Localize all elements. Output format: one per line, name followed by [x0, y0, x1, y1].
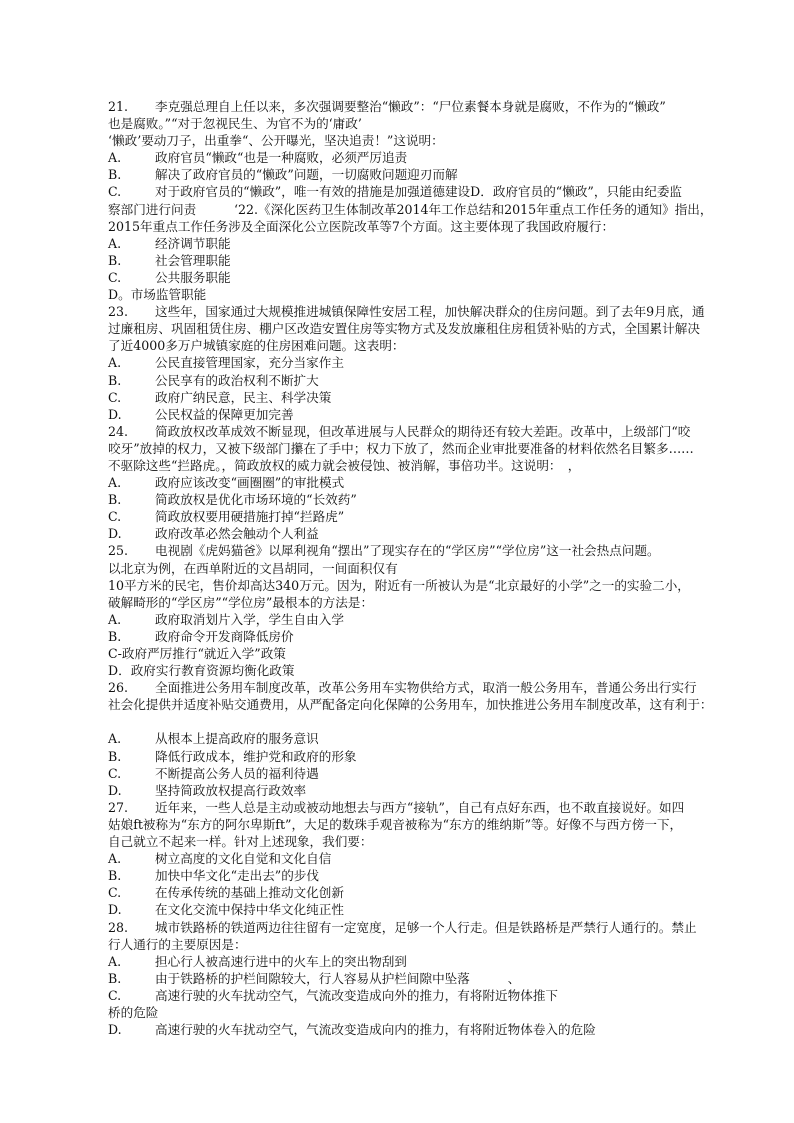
option-label: D.	[108, 1022, 122, 1038]
text-line	[108, 953, 768, 970]
text-line	[108, 406, 768, 423]
line-text: 由于铁路桥的护栏间隙较大，行人容易从护栏间隙中坠落 、	[155, 970, 521, 986]
question-number: 27.	[108, 799, 129, 815]
text-line	[108, 183, 768, 200]
text-line	[108, 337, 768, 354]
line-text: 全面推进公务用车制度改革，改革公务用车实物供给方式，取消一般公务用车，普通公务出行实行	[155, 680, 697, 696]
option-label: A.	[108, 611, 122, 627]
line-text: 自己就立不起来一样。针对上述现象，我们要：	[108, 834, 373, 850]
line-text: C-政府严厉推行“就近入学”政策	[108, 646, 286, 661]
line-text: 社会管理职能	[155, 252, 231, 268]
text-line	[108, 730, 768, 747]
text-line	[108, 645, 768, 662]
text-line	[108, 987, 768, 1004]
line-text: 10平方米的民宅，售价却高达340万元。因为，附近有一所被认为是“北京最好的小学”之一的实验二小，	[108, 577, 690, 593]
line-text: 电视剧《虎妈猫爸》以犀利视角“摆出”了现实存在的“学区房”“学位房”这一社会热点问题。	[155, 543, 660, 559]
blank-line	[108, 713, 768, 730]
line-text: 不断提高公务人员的福利待遇	[155, 765, 319, 781]
option-label: A.	[108, 355, 122, 371]
option-label: C.	[108, 885, 122, 901]
option-label: A.	[108, 150, 122, 166]
line-text: 近年来，一些人总是主动或被动地想去与西方“接轨”，自己有点好东西，也不敢直接说好。如四	[155, 799, 685, 815]
text-line	[108, 508, 768, 525]
text-line	[108, 662, 768, 679]
line-text: 过廉租房、巩固租赁住房、棚户区改造安置住房等实物方式及发放廉租住房租赁补贴的方式，全国累计解决	[108, 321, 700, 337]
option-label: A.	[108, 953, 122, 969]
line-text: ‘懒政’要动刀子，出重拳“、公开曝光，坚决追责！”这说明：	[108, 133, 444, 149]
option-label: D.	[108, 406, 122, 422]
text-line	[108, 201, 768, 218]
line-text: 加快中华文化“走出去”的步伐	[155, 868, 320, 884]
option-label: B.	[108, 492, 122, 508]
line-text: 担心行人被高速行进中的火车上的突出物刮到	[155, 953, 407, 969]
line-text: 政府取消划片入学，学生自由入学	[155, 611, 344, 627]
text-line	[108, 286, 768, 303]
text-line	[108, 542, 768, 559]
line-text: 公民享有的政治权利不断扩大	[155, 372, 319, 388]
line-text: 在传承传统的基础上推动文化创新	[155, 885, 344, 901]
text-line	[108, 799, 768, 816]
line-text: 高速行驶的火车扰动空气，气流改变造成向外的推力，有将附近物体推下	[155, 987, 558, 1003]
text-line	[108, 269, 768, 286]
line-text: 树立高度的文化自觉和文化自信	[155, 851, 332, 867]
text-line	[108, 491, 768, 508]
line-text: 政府应该改变“画圈圈”的审批模式	[155, 475, 345, 491]
line-text: 政府官员“懒政“也是一种腐败，必须严厉追责	[155, 150, 408, 166]
text-line	[108, 132, 768, 149]
line-text: 坚持简政放权提高行政效率	[155, 782, 307, 798]
text-line	[108, 919, 768, 936]
line-text: 解决了政府官员的“懒政”问题，一切腐败问题迎刃而解	[155, 167, 458, 183]
text-line	[108, 850, 768, 867]
text-line	[108, 354, 768, 371]
line-text: 高速行驶的火车扰动空气，气流改变造成向内的推力，有将附近物体卷入的危险	[155, 1022, 596, 1038]
text-line	[108, 765, 768, 782]
text-line	[108, 696, 768, 713]
text-line	[108, 936, 768, 953]
question-number: 21.	[108, 99, 129, 114]
line-text: 政府广纳民意，民主、科学决策	[155, 389, 332, 405]
text-line	[108, 628, 768, 645]
text-line	[108, 782, 768, 799]
option-label: C.	[108, 765, 122, 781]
line-text: 这些年，国家通过大规模推进城镇保障性安居工程，加快解决群众的住房问题。到了去年9月底，通	[155, 304, 705, 320]
option-label: A.	[108, 731, 122, 747]
line-text: 2015年重点工作任务涉及全面深化公立医院改革等7个方面。这主要体现了我国政府履行：	[108, 218, 615, 234]
text-line	[108, 611, 768, 628]
line-text: 也是腐败。”“对于忽视民生、为官不为的‘庸政’	[108, 116, 362, 132]
line-text: 降低行政成本，维护党和政府的形象	[155, 748, 357, 764]
text-line	[108, 867, 768, 884]
line-text: D．政府实行教育资源均衡化政策	[108, 663, 295, 679]
line-text: 桥的危险	[108, 1004, 159, 1020]
text-line	[108, 679, 768, 696]
option-label: C.	[108, 184, 122, 200]
line-text: 公共服务职能	[155, 269, 231, 285]
line-text: 简政放权要用硬措施打掉“拦路虎”	[155, 509, 345, 525]
line-text: 破解畸形的“学区房”“学位房”最根本的方法是：	[108, 594, 374, 610]
text-line	[108, 252, 768, 269]
text-line	[108, 577, 768, 594]
text-line	[108, 816, 768, 833]
line-text: 在文化交流中保持中华文化纯正性	[155, 902, 344, 918]
line-text: 不驱除这些“拦路虎。，简政放权的威力就会被侵蚀、被消解，事倍功半。这说明： ，	[108, 457, 581, 473]
line-text: 了近4000多万户城镇家庭的住房困难问题。这表明：	[108, 338, 405, 354]
text-line	[108, 884, 768, 901]
text-line	[108, 166, 768, 183]
document-body	[108, 98, 768, 1038]
line-text: 简政放权改革成效不断显现，但改革进展与人民群众的期待还有较大差距。改革中，上级部门“咬	[155, 423, 691, 439]
text-line	[108, 98, 768, 115]
line-text: 以北京为例，在西单附近的文昌胡同，一间面积仅有	[108, 560, 398, 576]
line-text: 政府改革必然会触动个人利益	[155, 526, 319, 542]
text-line	[108, 115, 768, 132]
question-number: 24.	[108, 423, 129, 439]
option-label: B.	[108, 372, 122, 388]
option-label: D.	[108, 526, 122, 542]
text-line	[108, 748, 768, 765]
line-text: 社会化提供并适度补贴交通费用，从严配备定向化保障的公务用车，加快推进公务用车制度改革，这有利于：	[108, 697, 713, 713]
text-line	[108, 457, 768, 474]
text-line	[108, 303, 768, 320]
text-line	[108, 1004, 768, 1021]
option-label: A.	[108, 235, 122, 251]
question-number: 23.	[108, 304, 129, 320]
text-line	[108, 525, 768, 542]
option-label: B.	[108, 748, 122, 764]
option-label: B.	[108, 628, 122, 644]
text-line	[108, 970, 768, 987]
option-label: C.	[108, 509, 122, 525]
option-label: B.	[108, 868, 122, 884]
text-line	[108, 372, 768, 389]
line-text: 对于政府官员的“懒政”，唯一有效的措施是加强道德建设D．政府官员的“懒政”，只能由纪委监	[155, 184, 683, 200]
text-line	[108, 474, 768, 491]
text-line	[108, 901, 768, 918]
option-label: D.	[108, 782, 122, 798]
option-label: D.	[108, 902, 122, 918]
text-line	[108, 594, 768, 611]
option-label: A.	[108, 475, 122, 491]
line-text: 从根本上提高政府的服务意识	[155, 731, 319, 747]
line-text: 政府命令开发商降低房价	[155, 628, 294, 644]
option-label: C.	[108, 269, 122, 285]
line-text: 姑娘ft被称为“东方的阿尔卑斯ft”，大足的数珠手观音被称为“东方的维纳斯”等。好像不与西方傍一下，	[108, 816, 683, 832]
option-label: B.	[108, 970, 122, 986]
option-label: C.	[108, 389, 122, 405]
line-text: 李克强总理自上任以来，多次强调要整治“懒政”：“尸位素餐本身就是腐败，不作为的“懒政”	[155, 99, 666, 114]
text-line	[108, 389, 768, 406]
line-text: 城市铁路桥的铁道两边往往留有一定宽度，足够一个人行走。但是铁路桥是严禁行人通行的。禁止	[155, 919, 697, 935]
text-line	[108, 218, 768, 235]
text-line	[108, 1021, 768, 1038]
question-number: 25.	[108, 543, 129, 559]
text-line	[108, 149, 768, 166]
question-number: 28.	[108, 919, 129, 935]
line-text: 公民直接管理国家，充分当家作主	[155, 355, 344, 371]
line-text: 察部门进行问责 ‘22.《深化医药卫生体制改革2014年工作总结和2015年重点工作任务的通知》指出，	[108, 201, 713, 217]
text-line	[108, 440, 768, 457]
option-label: B.	[108, 167, 122, 183]
line-text: 公民权益的保障更加完善	[155, 406, 294, 422]
text-line	[108, 235, 768, 252]
option-label: C.	[108, 987, 122, 1003]
line-text: 简政放权是优化市场环境的“长效药”	[155, 492, 357, 508]
text-line	[108, 560, 768, 577]
line-text: D。市场监管职能	[108, 287, 207, 303]
line-text: 经济调节职能	[155, 235, 231, 251]
text-line	[108, 423, 768, 440]
text-line	[108, 320, 768, 337]
option-label: A.	[108, 851, 122, 867]
option-label: B.	[108, 252, 122, 268]
text-line	[108, 833, 768, 850]
question-number: 26.	[108, 680, 129, 696]
line-text: 咬牙”放掉的权力，又被下级部门攥在了手中；权力下放了，然而企业审批要准备的材料依然名目繁多……	[108, 440, 694, 456]
line-text: 行人通行的主要原因是：	[108, 936, 247, 952]
